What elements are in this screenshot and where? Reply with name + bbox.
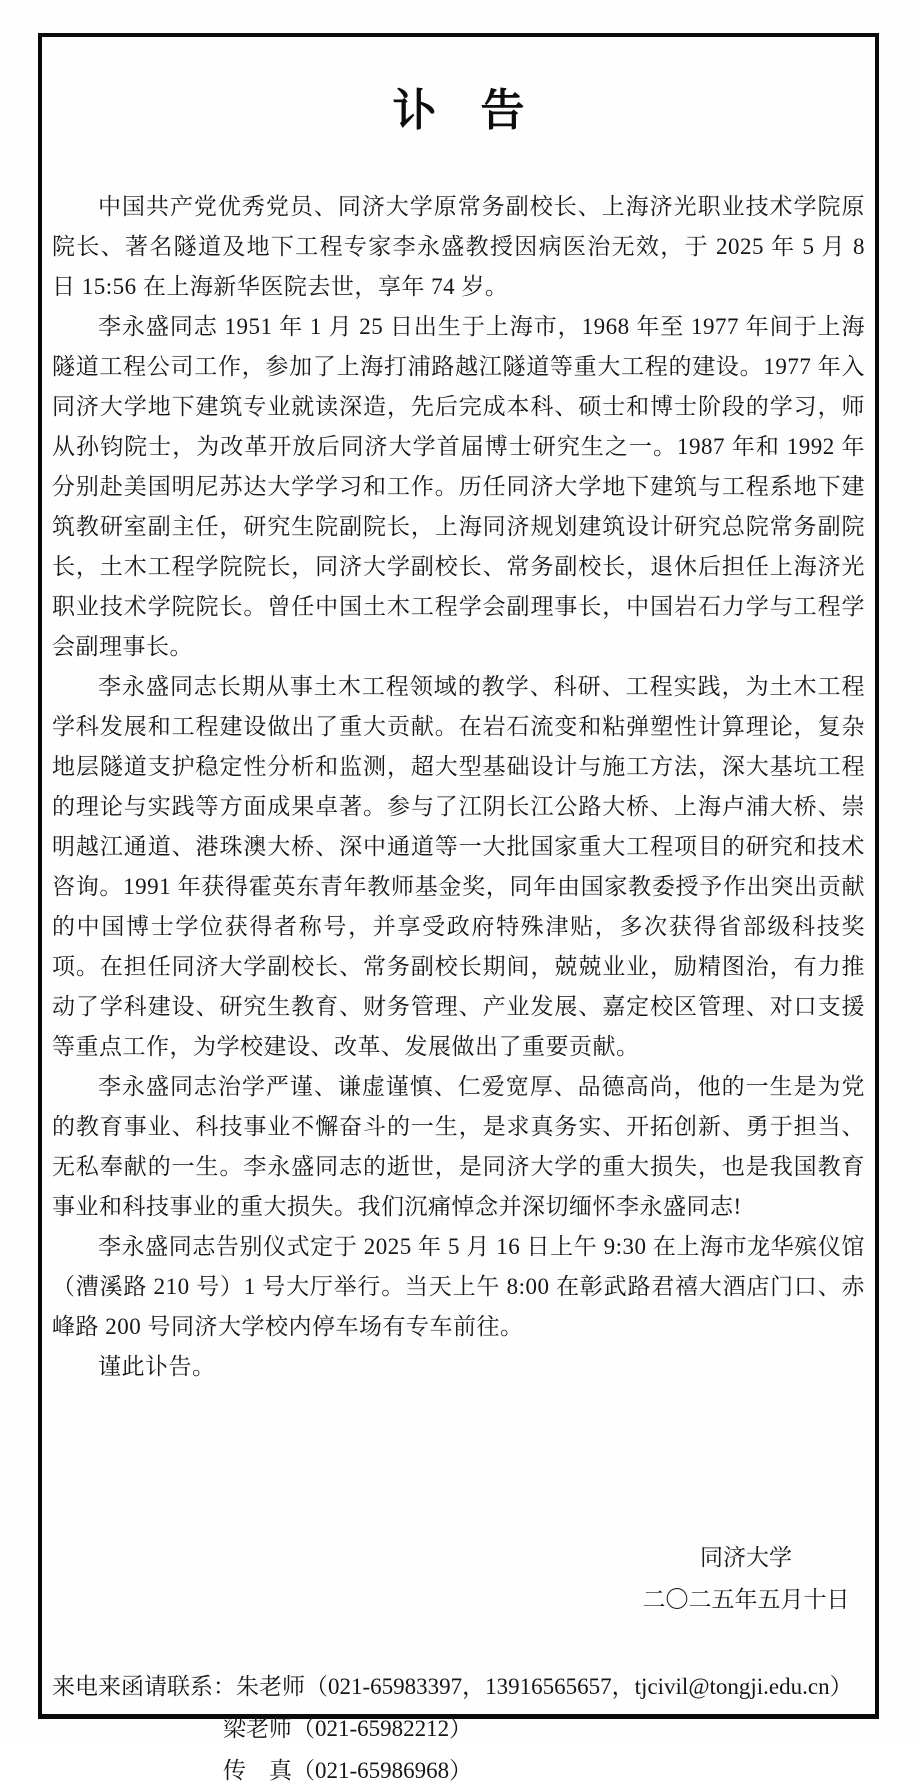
paragraph-death-announcement: 中国共产党优秀党员、同济大学原常务副校长、上海济光职业技术学院原院长、著名隧道及地下工程专家李永盛教授因病医治无效，于 2025 年 5 月 8 日 15:56 在上海新华医院去世，享年 74 岁。 [52, 194, 865, 299]
paragraph-farewell-ceremony: 李永盛同志告别仪式定于 2025 年 5 月 16 日上午 9:30 在上海市龙华殡仪馆（漕溪路 210 号）1 号大厅举行。当天上午 8:00 在彰武路君禧大酒店门口、赤峰路 200 号同济大学校内停车场有专车前往。 [52, 1234, 865, 1339]
contact-line-zhu: 来电来函请联系：朱老师（021-65983397，13916565657，tjcivil@tongji.edu.cn） [52, 1674, 853, 1699]
signature-date: 二〇二五年五月十日 [642, 1587, 850, 1612]
obituary-body [52, 187, 865, 1387]
signature-organization: 同济大学 [700, 1545, 792, 1570]
contact-line-fax: 传 真（021-65986968） [223, 1758, 473, 1783]
paragraph-achievements: 李永盛同志长期从事土木工程领域的教学、科研、工程实践，为土木工程学科发展和工程建设做出了重大贡献。在岩石流变和粘弹塑性计算理论，复杂地层隧道支护稳定性分析和监测，超大型基础设计与施工方法，深大基坑工程的理论与实践等方面成果卓著。参与了江阴长江公路大桥、上海卢浦大桥、崇明越江通道、港珠澳大桥、深中通道等一大批国家重大工程项目的研究和技术咨询。1991 年获得霍英东青年教师基金奖，同年由国家教委授予作出突出贡献的中国博士学位获得者称号，并享受政府特殊津贴，多次获得省部级科技奖项。在担任同济大学副校长、常务副校长期间，兢兢业业，励精图治，有力推动了学科建设、研究生教育、财务管理、产业发展、嘉定校区管理、对口支援等重点工作，为学校建设、改革、发展做出了重要贡献。 [52, 674, 865, 1059]
page-title: 讣 告 [392, 86, 525, 135]
contact-line-liang: 梁老师（021-65982212） [223, 1716, 473, 1741]
document-frame [38, 33, 879, 1783]
signature-block [639, 1537, 853, 1621]
closing-line: 谨此讣告。 [98, 1354, 216, 1379]
contact-block [52, 1666, 865, 1792]
paragraph-eulogy: 李永盛同志治学严谨、谦虚谨慎、仁爱宽厚、品德高尚，他的一生是为党的教育事业、科技事业不懈奋斗的一生，是求真务实、开拓创新、勇于担当、无私奉献的一生。李永盛同志的逝世，是同济大学的重大损失，也是我国教育事业和科技事业的重大损失。我们沉痛悼念并深切缅怀李永盛同志! [52, 1074, 865, 1219]
paragraph-biography: 李永盛同志 1951 年 1 月 25 日出生于上海市，1968 年至 1977 年间于上海隧道工程公司工作，参加了上海打浦路越江隧道等重大工程的建设。1977 年入同济大学地下建筑专业就读深造，先后完成本科、硕士和博士阶段的学习，师从孙钧院士，为改革开放后同济大学首届博士研究生之一。1987 年和 1992 年分别赴美国明尼苏达大学学习和工作。历任同济大学地下建筑与工程系地下建筑教研室副主任，研究生院副院长，上海同济规划建筑设计研究总院常务副院长，土木工程学院院长，同济大学副校长、常务副校长，退休后担任上海济光职业技术学院院长。曾任中国土木工程学会副理事长，中国岩石力学与工程学会副理事长。 [52, 314, 865, 659]
